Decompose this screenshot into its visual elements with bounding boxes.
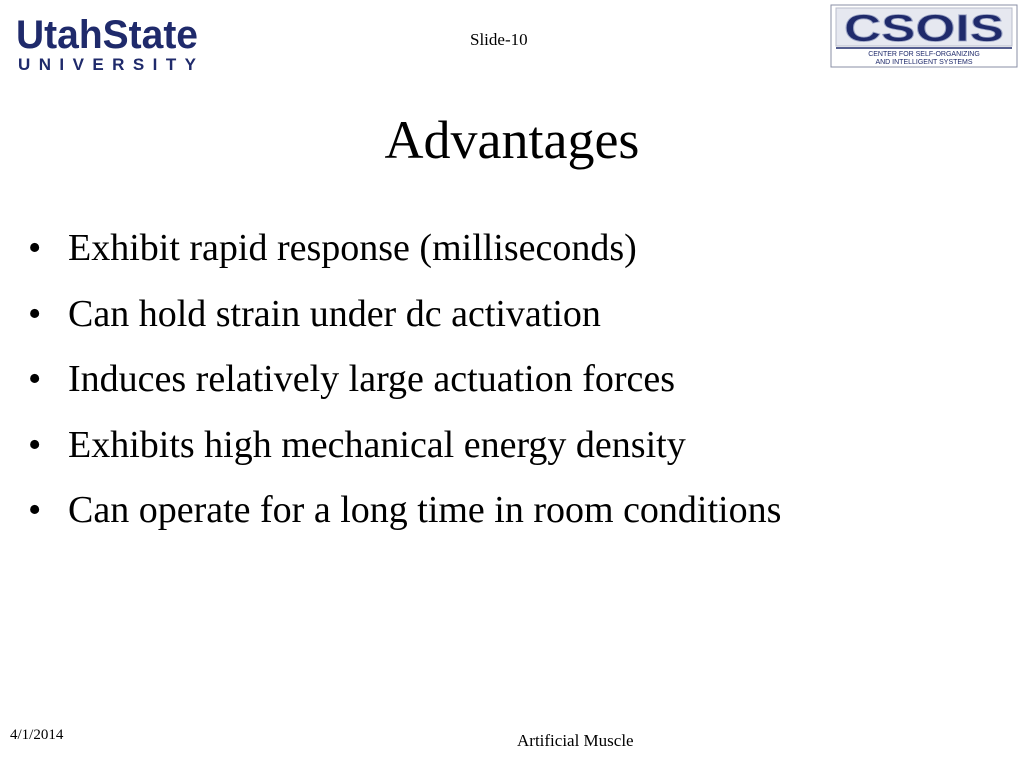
utah-state-university-logo	[14, 10, 200, 72]
bullet-text: Exhibit rapid response (milliseconds)	[68, 227, 637, 269]
usu-logo-university: UNIVERSITY	[18, 55, 196, 72]
csois-logo-line1: CENTER FOR SELF-ORGANIZING	[868, 51, 980, 58]
bullet-item	[28, 282, 781, 348]
slide-title: Advantages	[384, 110, 640, 170]
bullet-dot: •	[28, 292, 42, 335]
bullet-text: Can hold strain under dc activation	[68, 292, 601, 335]
bullet-dot: •	[28, 489, 42, 531]
usu-logo-graphic	[14, 10, 200, 72]
csois-logo-line2: AND INTELLIGENT SYSTEMS	[875, 59, 973, 66]
slide-number: Slide-10	[470, 30, 528, 49]
csois-logo	[830, 4, 1018, 68]
footer-date: 4/1/2014	[10, 727, 64, 743]
bullet-dot: •	[28, 423, 42, 466]
usu-logo-wordmark: UtahState	[16, 13, 198, 57]
bullet-list	[28, 216, 781, 544]
bullet-text: Can operate for a long time in room conditions	[68, 489, 782, 531]
bullet-item	[28, 216, 781, 282]
bullet-dot: •	[28, 358, 42, 400]
bullet-text: Induces relatively large actuation forces	[68, 358, 676, 400]
bullet-item	[28, 347, 781, 413]
bullet-text: Exhibits high mechanical energy density	[68, 423, 686, 466]
bullet-item	[28, 478, 781, 544]
bullet-dot: •	[28, 227, 42, 269]
bullet-item	[28, 413, 781, 479]
csois-logo-graphic	[830, 4, 1018, 68]
csois-logo-acronym: CSOIS	[844, 8, 1004, 50]
footer-presentation-title: Artificial Muscle	[517, 731, 634, 750]
